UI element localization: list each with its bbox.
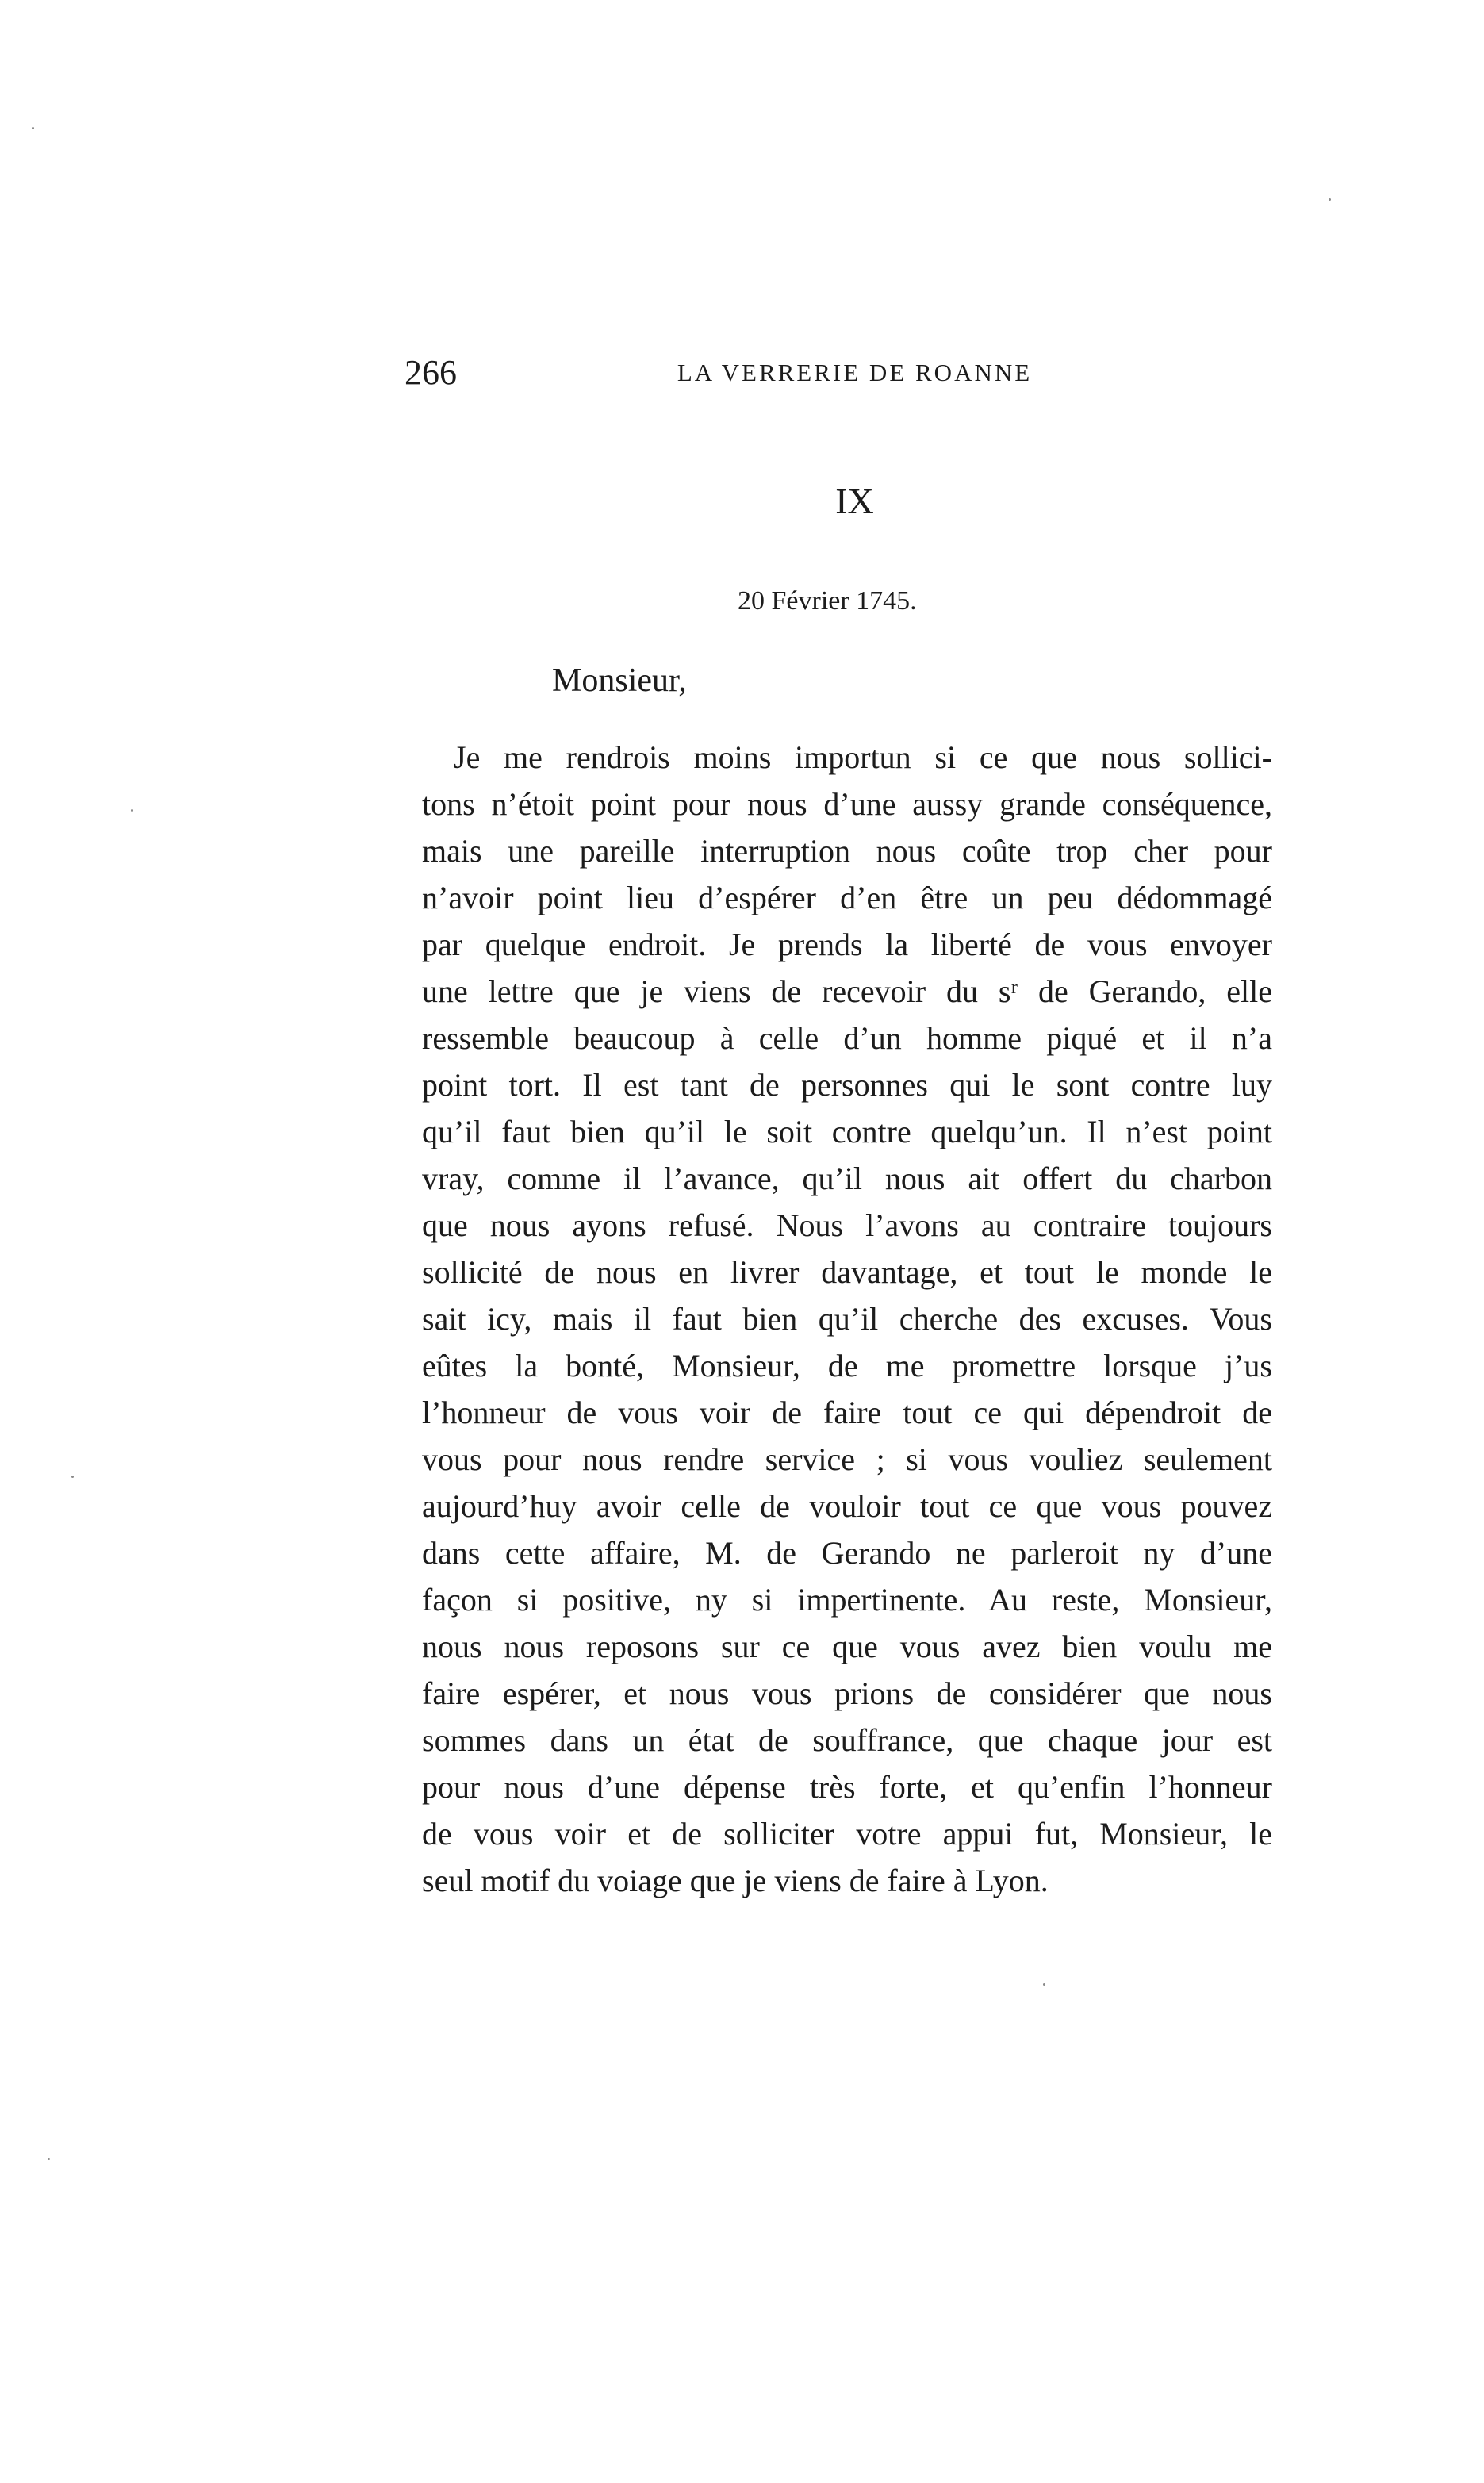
paper-speck [1329, 198, 1331, 201]
paper-speck [48, 2158, 50, 2160]
body-line: sait icy, mais il faut bien qu’il cherche des excuses. Vous [422, 1301, 1272, 1337]
body-line: l’honneur de vous voir de faire tout ce qui dépendroit de [422, 1395, 1272, 1430]
body-line: faire espérer, et nous vous prions de considérer que nous [422, 1675, 1272, 1711]
body-line: nous nous reposons sur ce que vous avez bien voulu me [422, 1629, 1272, 1664]
body-line: point tort. Il est tant de personnes qui le sont contre luy [422, 1067, 1272, 1103]
body-line: seul motif du voiage que je viens de faire à Lyon. [422, 1863, 1049, 1898]
paper-speck [1043, 1983, 1045, 1986]
paper-speck [32, 127, 34, 129]
body-line: sollicité de nous en livrer davantage, et tout le monde le [422, 1254, 1272, 1290]
paper-speck [71, 1476, 74, 1478]
body-line: dans cette affaire, M. de Gerando ne parleroit ny d’une [422, 1535, 1272, 1571]
body-line: vous pour nous rendre service ; si vous vouliez seulement [422, 1441, 1272, 1477]
body-line: eûtes la bonté, Monsieur, de me promettre lorsque j’us [422, 1348, 1272, 1383]
body-line: tons n’étoit point pour nous d’une aussy grande conséquence, [422, 786, 1272, 822]
body-line: qu’il faut bien qu’il le soit contre quelqu’un. Il n’est point [422, 1114, 1272, 1149]
paper-speck [131, 809, 133, 812]
body-line: une lettre que je viens de recevoir du sʳ de Gerando, elle [422, 973, 1272, 1009]
body-line: Je me rendrois moins importun si ce que nous sollici- [454, 739, 1272, 775]
body-line: façon si positive, ny si impertinente. Au reste, Monsieur, [422, 1582, 1272, 1618]
body-line: aujourd’huy avoir celle de vouloir tout ce que vous pouvez [422, 1488, 1272, 1524]
body-line: de vous voir et de solliciter votre appui fut, Monsieur, le [422, 1816, 1272, 1852]
running-head [405, 349, 1273, 397]
body-line: ressemble beaucoup à celle d’un homme piqué et il n’a [422, 1020, 1272, 1056]
page-number: 266 [405, 353, 457, 392]
body-line: par quelque endroit. Je prends la liberté de vous envoyer [422, 927, 1272, 962]
body-line: mais une pareille interruption nous coûte trop cher pour [422, 833, 1272, 869]
letter-salutation: Monsieur, [552, 662, 687, 699]
section-number: IX [835, 481, 874, 521]
body-line: que nous ayons refusé. Nous l’avons au contraire toujours [422, 1207, 1272, 1243]
body-line: n’avoir point lieu d’espérer d’en être un peu dédommagé [422, 880, 1272, 915]
letter-date: 20 Février 1745. [738, 586, 917, 616]
body-line: vray, comme il l’avance, qu’il nous ait offert du charbon [422, 1161, 1272, 1196]
running-title: LA VERRERIE DE ROANNE [677, 359, 1033, 386]
letter-body [422, 734, 1272, 1904]
body-line: sommes dans un état de souffrance, que chaque jour est [422, 1722, 1272, 1758]
body-line: pour nous d’une dépense très forte, et qu’enfin l’honneur [422, 1769, 1272, 1805]
